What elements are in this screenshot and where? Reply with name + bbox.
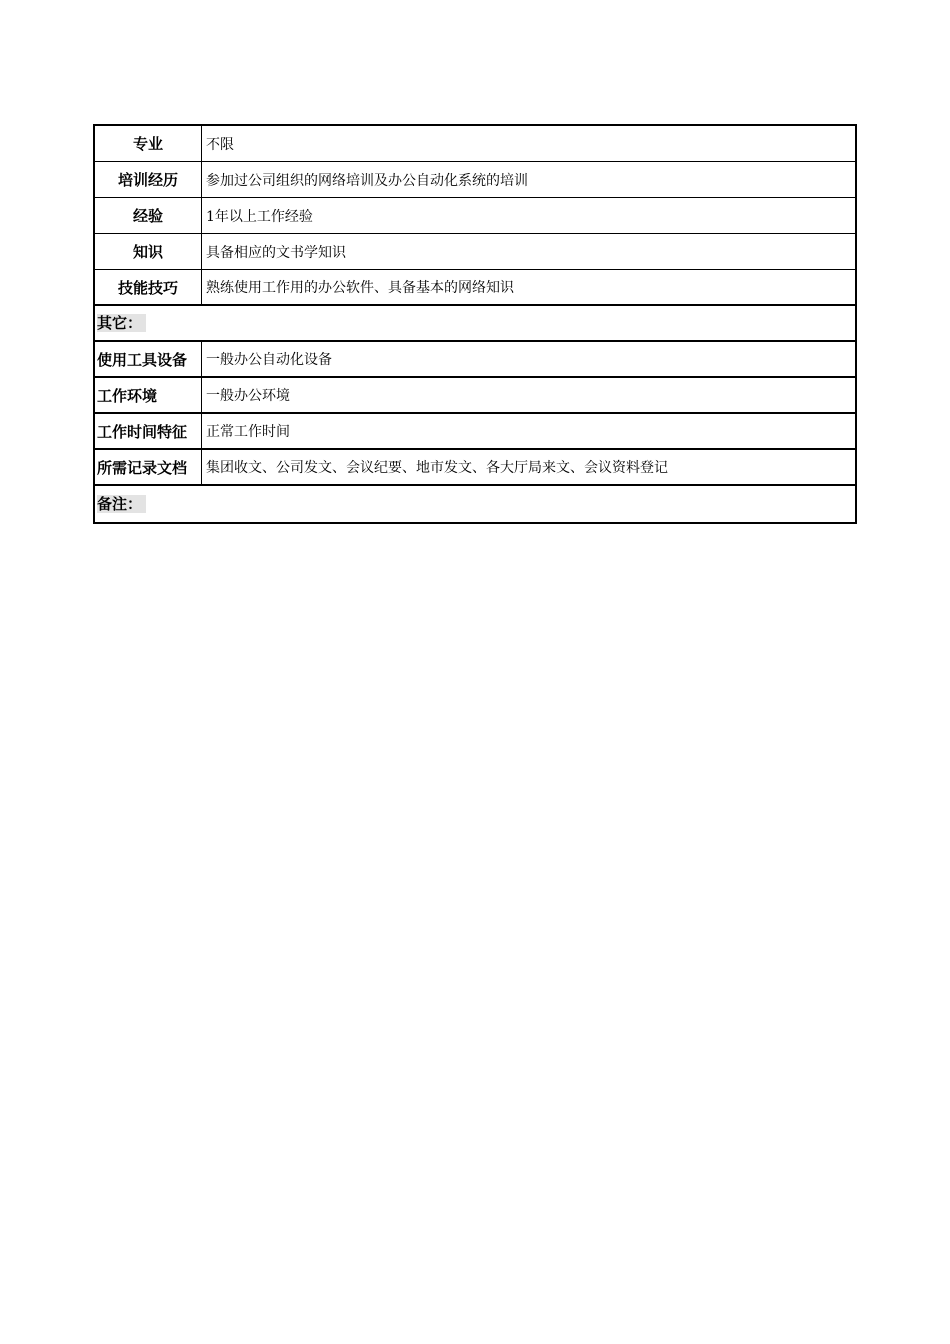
section-title: 其它： — [97, 314, 146, 332]
table-row-experience — [95, 198, 855, 234]
table-row-major — [95, 126, 855, 162]
row-value: 不限 — [206, 136, 234, 153]
job-description-table — [93, 124, 857, 524]
remarks-section — [95, 486, 855, 522]
table-row-work-hours — [95, 414, 855, 450]
table-row-tools — [95, 342, 855, 378]
row-label: 专业 — [95, 126, 202, 161]
row-value: 一般办公环境 — [206, 388, 290, 404]
table-row-knowledge — [95, 234, 855, 270]
row-label: 所需记录文档 — [95, 450, 202, 484]
row-value: 正常工作时间 — [206, 424, 290, 440]
row-label: 工作时间特征 — [95, 414, 202, 448]
table-row-environment — [95, 378, 855, 414]
row-label: 技能技巧 — [95, 270, 202, 304]
other-section-header — [95, 306, 855, 342]
table-row-documents — [95, 450, 855, 486]
row-value: 具备相应的文书学知识 — [206, 244, 346, 261]
row-label: 工作环境 — [95, 378, 202, 412]
row-value: 集团收文、公司发文、会议纪要、地市发文、各大厅局来文、会议资料登记 — [206, 460, 668, 476]
row-label: 使用工具设备 — [95, 342, 202, 376]
row-value: 熟练使用工作用的办公软件、具备基本的网络知识 — [206, 280, 514, 296]
row-label: 经验 — [95, 198, 202, 233]
row-value: 参加过公司组织的网络培训及办公自动化系统的培训 — [206, 172, 528, 189]
table-row-training — [95, 162, 855, 198]
row-value: 1年以上工作经验 — [206, 208, 313, 225]
table-row-skills — [95, 270, 855, 306]
section-title: 备注： — [97, 495, 146, 513]
row-label: 知识 — [95, 234, 202, 269]
row-label: 培训经历 — [95, 162, 202, 197]
row-value: 一般办公自动化设备 — [206, 352, 332, 368]
